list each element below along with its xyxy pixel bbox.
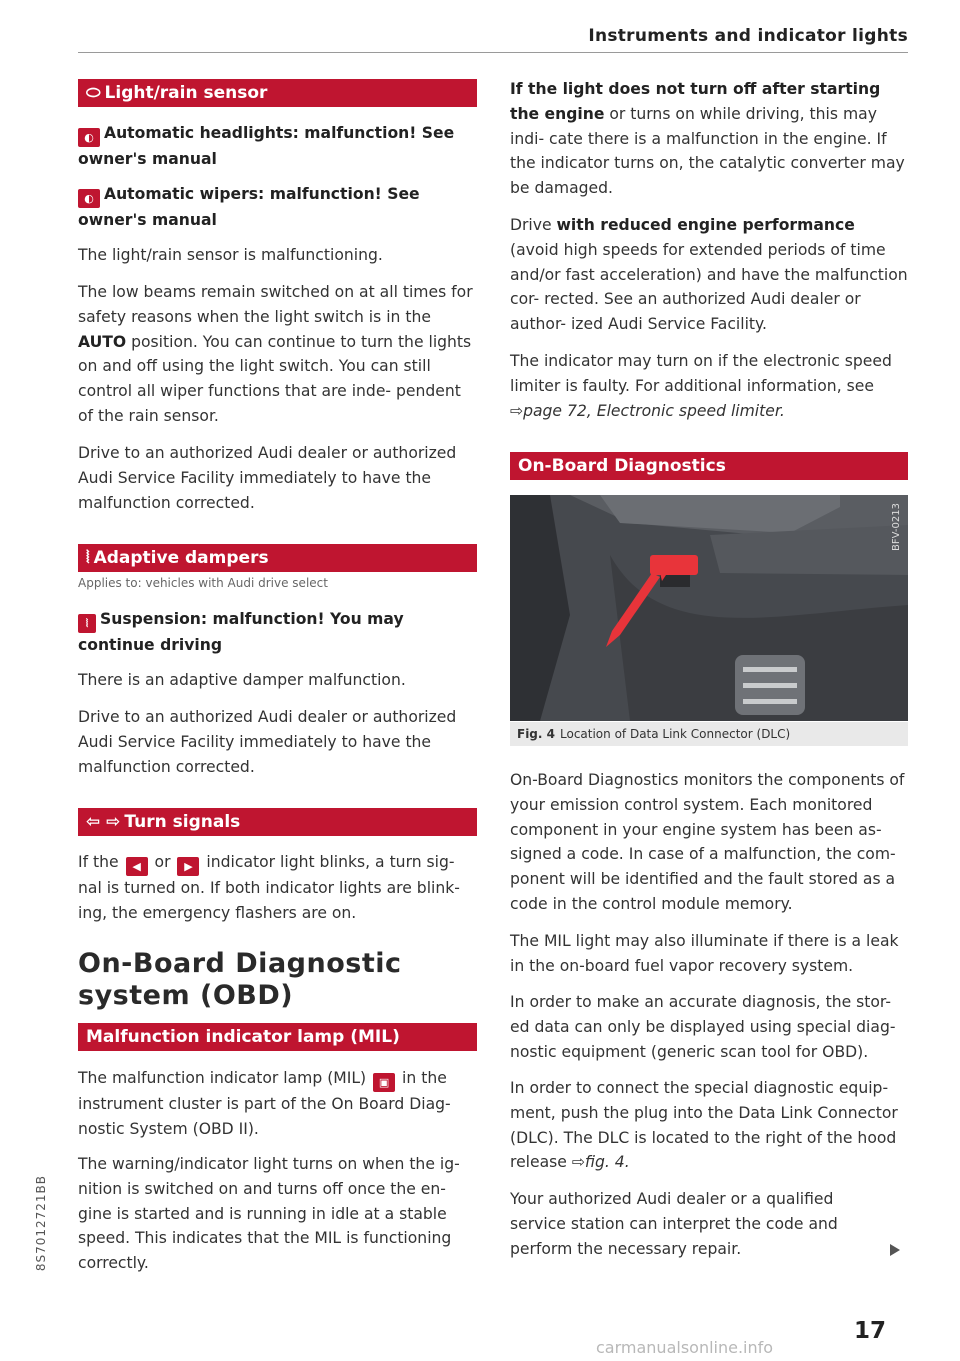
paragraph: The low beams remain switched on at all times for safety reasons when the light switch is in the AUTO position. You can continue to turn the lights on and off using the light switch. You can still control all wiper functions that are inde- pendent of the rain sensor. [78,283,473,425]
figure-dlc-location [510,495,908,721]
paragraph: The warning/indicator light turns on when the ig- nition is switched on and turns off once the en- gine is started and is running in idle at a stable speed. This indicates that the MIL is functioning correctly. [78,1155,460,1273]
figure-code: BFV-0213 [891,503,902,551]
section-title: On-Board Diagnostics [518,456,726,476]
chapter-title-line1: On-Board Diagnostic [78,948,402,979]
section-title: Light/rain sensor [104,83,268,103]
paragraph: In order to make an accurate diagnosis, the stor- ed data can only be displayed using special diag- nostic equipment (generic scan tool for OBD). [510,993,896,1061]
left-turn-signal-icon: ◀ [126,857,148,876]
warning-suspension: ⦚ Suspension: malfunction! You may continue driving [78,610,404,654]
section-band-mil [78,1023,477,1051]
rain-sensor-warning-icon: ◐ [78,189,100,208]
paragraph: Drive with reduced engine performance (avoid high speeds for extended periods of time and/or fast acceleration) and have the malfunction cor- rected. See an authorized Audi dealer or author- ized Audi Service Facility. [510,216,908,334]
paragraph: If the light does not turn off after starting the engine or turns on while driving, this may indi- cate there is a malfunction in the engine. If the indicator turns on, the catalytic converter may be damaged. [510,80,905,198]
warning-automatic-headlights: ◐ Automatic headlights: malfunction! See owner's manual [78,124,455,168]
paragraph: The MIL light may also illuminate if there is a leak in the on-board fuel vapor recovery system. [510,932,899,975]
suspension-warning-icon: ⦚ [78,614,96,633]
paragraph: Your authorized Audi dealer or a qualified service station can interpret the code and perform the necessary repair. [510,1190,838,1258]
paragraph: In order to connect the special diagnostic equip- ment, push the plug into the Data Link Connector (DLC). The DLC is located to the right of the hood release ⇨fig. 4. [510,1079,898,1172]
page-reference-link[interactable]: ⇨page 72, Electronic speed limiter. [510,401,785,420]
warning-automatic-wipers: ◐ Automatic wipers: malfunction! See owner's manual [78,185,420,229]
section-band-on-board-diagnostics [510,452,908,480]
paragraph: On-Board Diagnostics monitors the components of your emission control system. Each monitored component in your engine system has been as- signed a code. In case of a malfunction, the com- ponent will be identified and the fault stored as a code in the control module memory. [510,771,905,913]
paragraph: The light/rain sensor is malfunctioning. [78,246,383,264]
engine-mil-icon: ▣ [373,1073,395,1092]
paragraph: The indicator may turn on if the electronic speed limiter is faulty. For additional information, see ⇨page 72, Electronic speed limiter. [510,352,892,420]
turn-arrows-icon: ⇦ ⇨ [86,812,121,832]
section-band-adaptive-dampers [78,544,477,572]
continue-arrow-icon [890,1244,900,1256]
document-code: 8S7012721BB [34,1175,48,1272]
chapter-title-line2: system (OBD) [78,980,294,1011]
paragraph: The malfunction indicator lamp (MIL) ▣ in the instrument cluster is part of the On Board Diag- nostic System (OBD II). [78,1069,451,1138]
watermark: carmanualsonline.info [596,1338,774,1357]
running-header [78,26,908,52]
figure-caption: Fig. 4 Location of Data Link Connector (DLC) [510,722,908,746]
section-title: Adaptive dampers [93,548,269,568]
paragraph: There is an adaptive damper malfunction. [78,671,406,689]
damper-icon: ⦚ [86,548,90,568]
section-title: Turn signals [124,812,241,832]
right-turn-signal-icon: ▶ [177,857,199,876]
page-number: 17 [854,1318,887,1344]
section-title: Malfunction indicator lamp (MIL) [86,1027,400,1047]
section-band-turn-signals [78,808,477,836]
light-sensor-warning-icon: ◐ [78,128,100,147]
section-band-light-rain-sensor [78,79,477,107]
paragraph: Drive to an authorized Audi dealer or authorized Audi Service Facility immediately to have the malfunction corrected. [78,444,457,512]
paragraph: Drive to an authorized Audi dealer or authorized Audi Service Facility immediately to have the malfunction corrected. [78,708,457,776]
dlc-illustration [510,495,908,721]
paragraph: If the ◀ or ▶ indicator light blinks, a turn sig- nal is turned on. If both indicator lights are blink- ing, the emergency flashers are on. [78,853,460,922]
header-rule [78,52,908,53]
header-title: Instruments and indicator lights [588,26,908,46]
figure-reference-link[interactable]: ⇨fig. 4. [571,1153,630,1172]
light-rain-sensor-icon: ⬭ [86,83,101,103]
applies-to-note: Applies to: vehicles with Audi drive select [78,576,328,590]
